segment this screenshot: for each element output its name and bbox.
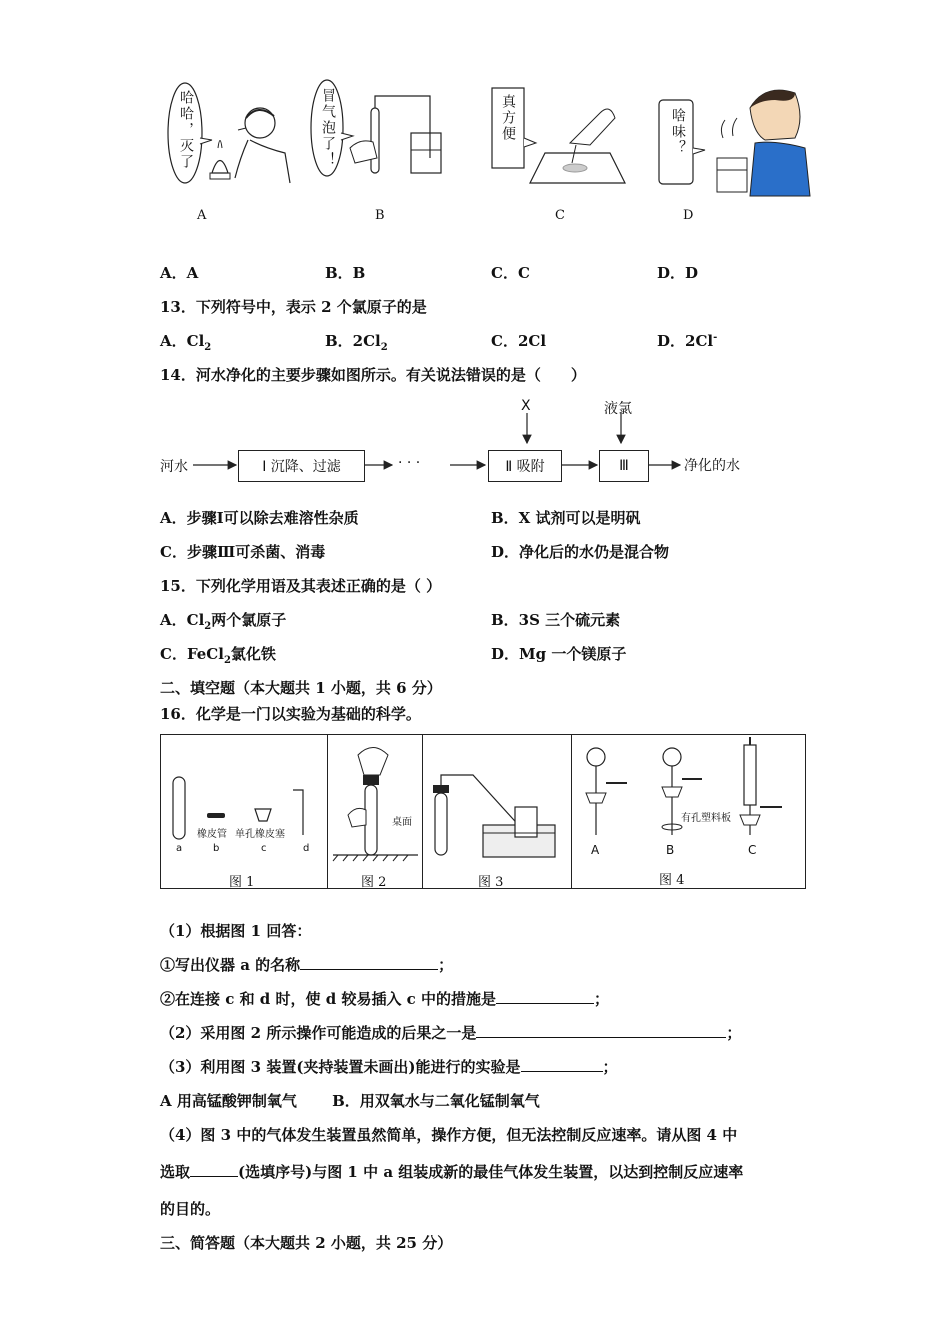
q16-part3-options: A 用高锰酸钾制氧气 B．用双氧水与二氧化锰制氧气 (160, 1092, 540, 1110)
figure-label-a: A (197, 208, 207, 223)
q12-illustrations (160, 78, 820, 228)
q14-option-d: D．净化后的水仍是混合物 (491, 543, 670, 561)
q16-stem: 16．化学是一门以实验为基础的科学。 (160, 705, 421, 723)
fig4-item-b: B (666, 843, 675, 857)
bubble-d-text: 啥味？ (670, 108, 686, 156)
fig1-item-c: c (261, 843, 267, 854)
flow-step2-label: Ⅱ 吸附 (505, 459, 545, 475)
fig4-label: 图 4 (659, 873, 685, 888)
q13-option-b: B．$2Cl_2$ (325, 332, 388, 353)
q14-option-b: B．X 试剂可以是明矾 (491, 509, 641, 527)
q12-option-b: B．B (325, 264, 366, 282)
q15-option-b: B．3S 三个硫元素 (491, 611, 621, 629)
fig1-label: 图 1 (229, 875, 255, 890)
fig3-drawing (423, 735, 571, 888)
q15-stem: 15．下列化学用语及其表述正确的是（ ） (160, 577, 442, 595)
bubble-a-text: 哈哈，灭了 (178, 90, 194, 170)
fig2-drawing (328, 735, 422, 888)
q14-stem: 14．河水净化的主要步骤如图所示。有关说法错误的是（ ） (160, 366, 586, 384)
q15-option-a: A．$Cl_2$两个氯原子 (160, 611, 287, 632)
q15-option-d: D．Mg 一个镁原子 (491, 645, 627, 663)
q16-part3: （3）利用图 3 装置(夹持装置未画出)能进行的实验是 ； (160, 1058, 618, 1076)
fig1-item-b: b (213, 843, 220, 854)
flow-step3-label: Ⅲ (619, 458, 629, 474)
fig4-item-a: A (591, 843, 600, 857)
q16-part2: （2）采用图 2 所示操作可能造成的后果之一是 ； (160, 1024, 742, 1042)
fig1-item-d: d (303, 843, 310, 854)
q12-option-c: C．C (491, 264, 530, 282)
q13-option-a: A．$Cl_2$ (160, 332, 212, 353)
section2-heading: 二、填空题（本大题共 1 小题，共 6 分） (160, 679, 442, 697)
q12-option-d: D．D (657, 264, 699, 282)
flow-dots: · · · (398, 455, 421, 471)
fig2-desk-label: 桌面 (392, 817, 412, 828)
q16-part4-line3: 的目的。 (160, 1200, 221, 1218)
flow-step1-box (238, 450, 365, 482)
q14-option-c: C．步骤Ⅲ可杀菌、消毒 (160, 543, 326, 561)
answer-blank-3[interactable] (521, 1057, 603, 1072)
figure-label-b: B (375, 208, 385, 223)
fig3-label: 图 3 (478, 875, 504, 890)
figure-label-d: D (683, 208, 694, 223)
q15-option-c: C．FeCl$_2$氯化铁 (160, 645, 276, 666)
fig1-name-stopper: 单孔橡皮塞 (235, 829, 285, 840)
q16-part1a: ①写出仪器 a 的名称 ； (160, 956, 454, 974)
flow-start: 河水 (160, 459, 188, 475)
answer-blank-2[interactable] (476, 1023, 726, 1038)
q16-figure (160, 734, 806, 889)
q14-option-a: A．步骤Ⅰ可以除去难溶性杂质 (160, 509, 359, 527)
q16-part1b: ②在连接 c 和 d 时，使 d 较易插入 c 中的措施是 ； (160, 990, 610, 1008)
flow-input-x: X (521, 398, 531, 414)
flow-end: 净化的水 (684, 458, 740, 474)
q13-option-d: D．2Cl- (657, 332, 718, 350)
flow-step3-box (599, 450, 649, 482)
answer-blank-4[interactable] (190, 1162, 238, 1177)
bubble-b-text: 冒气泡了！ (320, 88, 336, 168)
flow-input-chlorine: 液氯 (604, 401, 632, 417)
fig4-item-c: C (748, 843, 757, 857)
fig1-drawing (161, 735, 327, 888)
q12-option-a: A．A (160, 264, 199, 282)
figure-label-c: C (555, 208, 565, 223)
section3-heading: 三、简答题（本大题共 2 小题，共 25 分） (160, 1234, 453, 1252)
bubble-c-text: 真方便 (500, 94, 516, 142)
fig2-label: 图 2 (361, 875, 387, 890)
q16-part1: （1）根据图 1 回答： (160, 922, 312, 940)
q16-part4-line1: （4）图 3 中的气体发生装置虽然简单，操作方便，但无法控制反应速率。请从图 4 中 (160, 1126, 738, 1144)
q13-stem: 13．下列符号中，表示 2 个氯原子的是 (160, 298, 427, 316)
flow-step1-label: Ⅰ 沉降、过滤 (262, 459, 341, 475)
fig1-item-a: a (176, 843, 183, 854)
flow-step2-box (488, 450, 562, 482)
answer-blank-1b[interactable] (496, 989, 594, 1004)
q13-option-c: C．2Cl (491, 332, 547, 350)
fig4-plate-label: 有孔塑料板 (681, 813, 731, 824)
fig1-name-tube: 橡皮管 (197, 829, 227, 840)
q16-part4-line2: 选取 (选填序号)与图 1 中 a 组装成新的最佳气体发生装置，以达到控制反应速率 (160, 1163, 744, 1181)
answer-blank-1a[interactable] (300, 955, 438, 970)
